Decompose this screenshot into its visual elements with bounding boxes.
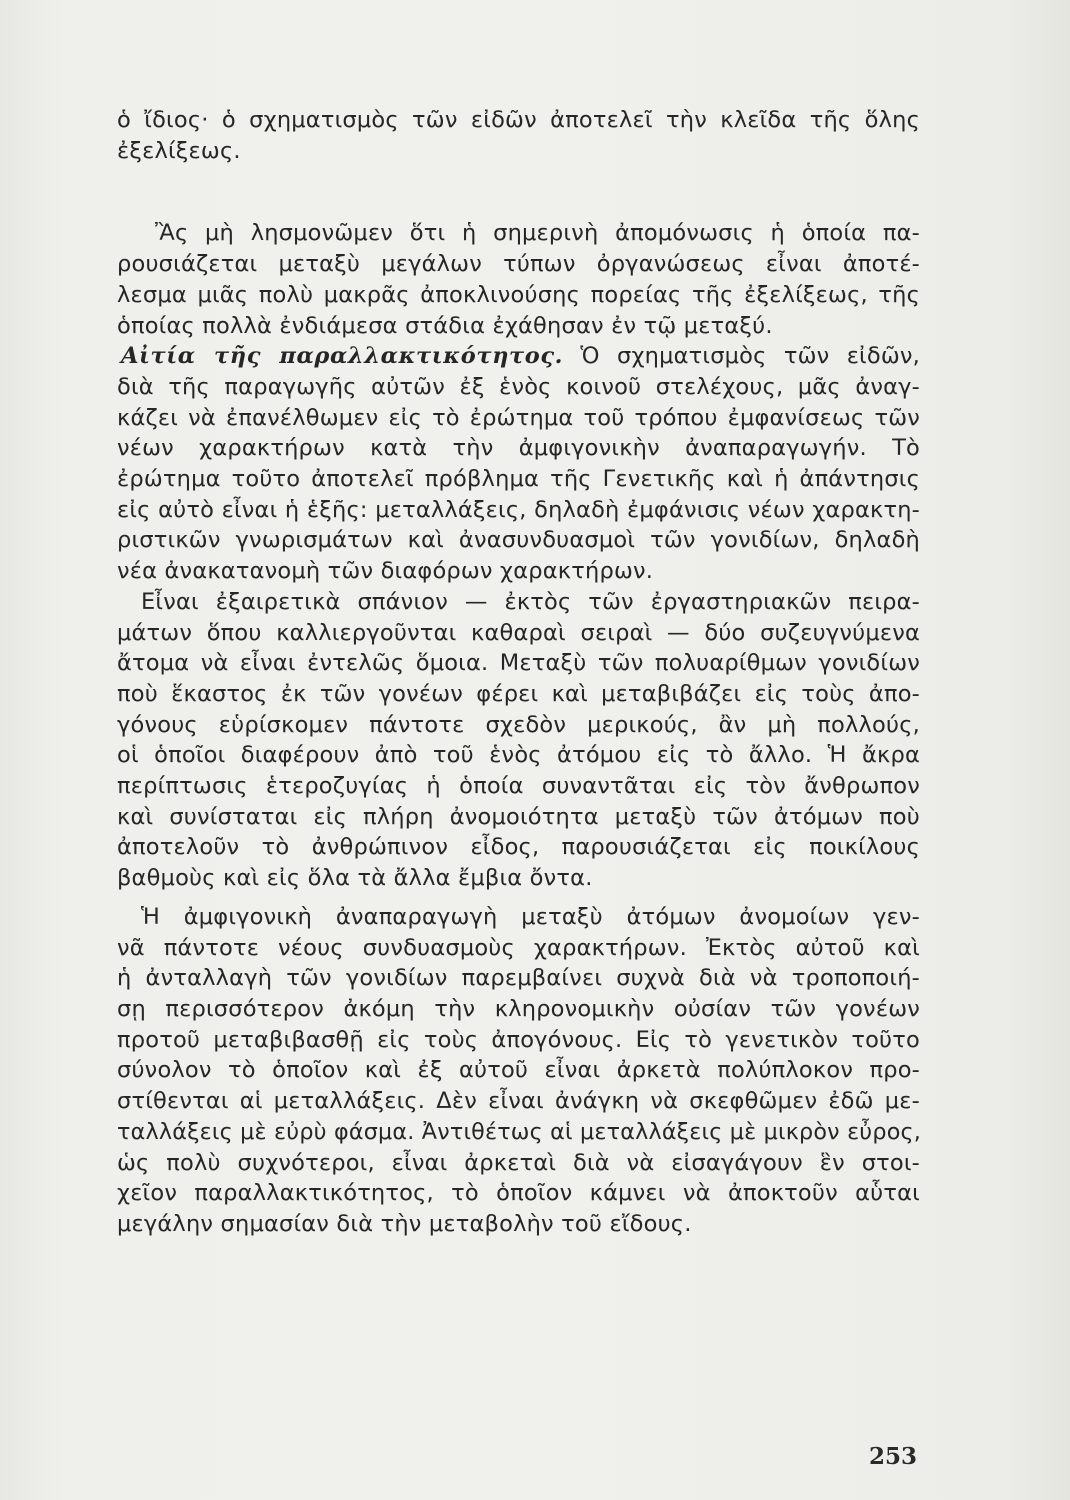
text-line: ταλλάξεις μὲ εὐρὺ φάσμα. Ἀντιθέτως αἱ μεταλλάξεις μὲ μικρὸν εὖρος, bbox=[117, 1118, 922, 1145]
text-line: περίπτωσις ἑτεροζυγίας ἡ ὁποία συναντᾶται εἰς τὸν ἄνθρωπον bbox=[117, 773, 920, 800]
text-line: εἰς αὐτὸ εἶναι ἡ ἑξῆς: μεταλλάξεις, δηλαδὴ ἐμφάνισις νέων χαρακτη- bbox=[117, 496, 920, 523]
text-line: στίθενται αἱ μεταλλάξεις. Δὲν εἶναι ἀνάγκη νὰ σκεφθῶμεν ἐδῶ με- bbox=[117, 1088, 920, 1115]
text-line: ἡ ἀνταλλαγὴ τῶν γονιδίων παρεμβαίνει συχνὰ διὰ νὰ τροποποιή- bbox=[117, 965, 920, 992]
text-line: ὁποίας πολλὰ ἐνδιάμεσα στάδια ἐχάθησαν ἐν τῷ μεταξύ. bbox=[117, 312, 773, 339]
text-line: Ὁ σχηματισμὸς τῶν εἰδῶν, bbox=[563, 343, 921, 370]
text-line: ἐξελίξεως. bbox=[117, 137, 241, 164]
text-line: οἱ ὁποῖοι διαφέρουν ἀπὸ τοῦ ἑνὸς ἀτόμου εἰς τὸ ἄλλο. Ἡ ἄκρα bbox=[117, 742, 920, 769]
text-line: νέων χαρακτήρων κατὰ τὴν ἀμφιγονικὴν ἀναπαραγωγήν. Τὸ bbox=[117, 435, 920, 462]
text-line: προτοῦ μεταβιβασθῇ εἰς τοὺς ἀπογόνους. Εἰς τὸ γενετικὸν τοῦτο bbox=[117, 1026, 920, 1053]
text-line: Ἡ ἀμφιγονικὴ ἀναπαραγωγὴ μεταξὺ ἀτόμων ἀνομοίων γεν- bbox=[141, 903, 920, 930]
text-line: σύνολον τὸ ὁποῖον καὶ ἐξ αὐτοῦ εἶναι ἀρκετὰ πολύπλοκον προ- bbox=[117, 1057, 920, 1084]
text-line: νᾶ πάντοτε νέους συνδυασμοὺς χαρακτήρων. Ἐκτὸς αὐτοῦ καὶ bbox=[117, 934, 920, 961]
section-line bbox=[117, 341, 920, 372]
text-line: καὶ συνίσταται εἰς πλήρη ἀνομοιότητα μεταξὺ τῶν ἀτόμων ποὺ bbox=[117, 803, 920, 830]
page-text bbox=[117, 105, 920, 1240]
section-heading: Αἰτία τῆς παραλλακτικότητος. bbox=[121, 343, 564, 370]
text-line: ποὺ ἕκαστος ἐκ τῶν γονέων φέρει καὶ μεταβιβάζει εἰς τοὺς ἀπο- bbox=[117, 680, 920, 707]
text-line: μάτων ὅπου καλλιεργοῦνται καθαραὶ σειραὶ — δύο συζευγνύμενα bbox=[117, 619, 920, 646]
text-line: σῃ περισσότερον ἀκόμη τὴν κληρονομικὴν οὐσίαν τῶν γονέων bbox=[117, 995, 920, 1022]
text-line: χεῖον παραλλακτικότητος, τὸ ὁποῖον κάμνει νὰ ἀποκτοῦν αὗται bbox=[117, 1180, 920, 1207]
text-line: Εἶναι ἐξαιρετικὰ σπάνιον — ἐκτὸς τῶν ἐργαστηριακῶν πειρα- bbox=[141, 588, 920, 615]
text-line: ἄτομα νὰ εἶναι ἐντελῶς ὅμοια. Μεταξὺ τῶν πολυαρίθμων γονιδίων bbox=[117, 650, 920, 677]
text-line: διὰ τῆς παραγωγῆς αὐτῶν ἐξ ἑνὸς κοινοῦ στελέχους, μᾶς ἀναγ- bbox=[117, 373, 920, 400]
text-line: ριστικῶν γνωρισμάτων καὶ ἀνασυνδυασμοὶ τῶν γονιδίων, δηλαδὴ bbox=[117, 527, 920, 554]
text-line: Ἂς μὴ λησμονῶμεν ὅτι ἡ σημερινὴ ἀπομόνωσις ἡ ὁποία πα- bbox=[155, 220, 920, 247]
page-number: 253 bbox=[868, 1443, 917, 1470]
text-line: λεσμα μιᾶς πολὺ μακρᾶς ἀποκλινούσης πορείας τῆς ἐξελίξεως, τῆς bbox=[117, 281, 920, 308]
text-line: νέα ἀνακατανομὴ τῶν διαφόρων χαρακτήρων. bbox=[117, 558, 654, 585]
text-line: ἀποτελοῦν τὸ ἀνθρώπινον εἶδος, παρουσιάζεται εἰς ποικίλους bbox=[117, 834, 920, 861]
text-line: κάζει νὰ ἐπανέλθωμεν εἰς τὸ ἐρώτημα τοῦ τρόπου ἐμφανίσεως τῶν bbox=[117, 404, 920, 431]
text-line: ὁ ἴδιος· ὁ σχηματισμὸς τῶν εἰδῶν ἀποτελεῖ τὴν κλεῖδα τῆς ὅλης bbox=[117, 107, 920, 133]
text-line: βαθμοὺς καὶ εἰς ὅλα τὰ ἄλλα ἔμβια ὄντα. bbox=[117, 865, 593, 892]
text-line: μεγάλην σημασίαν διὰ τὴν μεταβολὴν τοῦ εἴδους. bbox=[117, 1210, 692, 1237]
text-line: ρουσιάζεται μεταξὺ μεγάλων τύπων ὀργανώσεως εἶναι ἀποτέ- bbox=[117, 251, 920, 278]
text-line: ἐρώτημα τοῦτο ἀποτελεῖ πρόβλημα τῆς Γενετικῆς καὶ ἡ ἀπάντησις bbox=[117, 466, 920, 493]
text-line: ὡς πολὺ συχνότεροι, εἶναι ἀρκεταὶ διὰ νὰ εἰσαγάγουν ἓν στοι- bbox=[117, 1149, 920, 1176]
text-line: γόνους εὑρίσκομεν πάντοτε σχεδὸν μερικούς, ἂν μὴ πολλούς, bbox=[117, 711, 920, 738]
